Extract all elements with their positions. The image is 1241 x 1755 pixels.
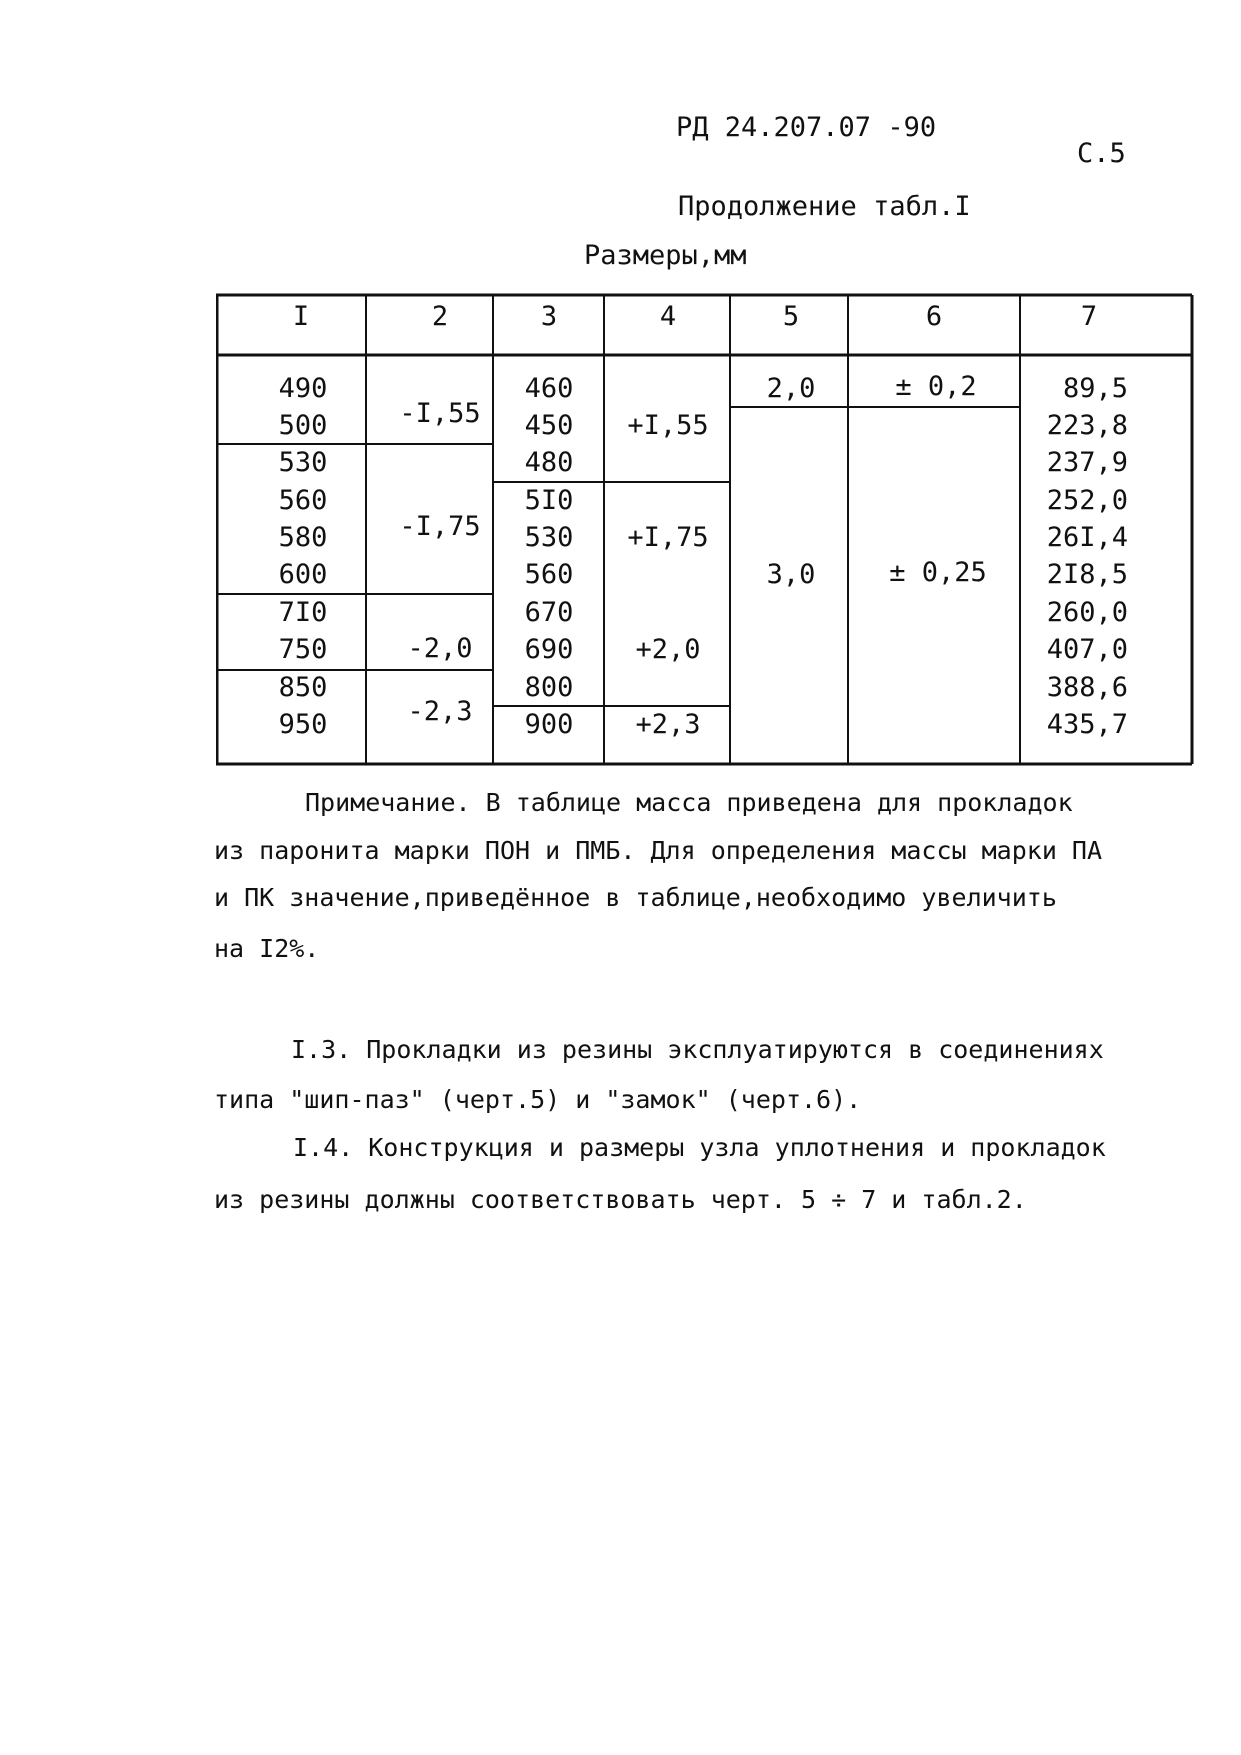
header-col-2: 2: [431, 301, 449, 332]
col1-cell: 850: [278, 672, 328, 703]
col1-cell: 530: [278, 447, 328, 478]
col2-cell: -2,3: [407, 696, 473, 727]
col5-cell: 3,0: [766, 559, 816, 590]
col2-cell: -I,75: [399, 511, 481, 542]
section-1-4-line-1: I.4. Конструкция и размеры узла уплотнения и прокладок: [293, 1133, 1106, 1162]
col7-cell: 237,9: [1046, 447, 1128, 478]
col1-cell: 950: [278, 709, 328, 740]
header-col-6: 6: [925, 301, 943, 332]
col7-cell: 407,0: [1046, 634, 1128, 665]
note-line-2: из паронита марки ПОН и ПМБ. Для определения массы марки ПА: [214, 836, 1103, 865]
dimensions-table: [216, 293, 1198, 766]
col1-cell: 560: [278, 485, 328, 516]
col1-cell: 750: [278, 634, 328, 665]
note-line-1: Примечание. В таблице масса приведена для прокладок: [305, 788, 1073, 817]
col4-cell: +2,0: [635, 634, 701, 665]
section-1-3-line-1: I.3. Прокладки из резины эксплуатируются в соединениях: [291, 1035, 1104, 1064]
col7-cell: 89,5: [1062, 373, 1128, 404]
col2-cell: -I,55: [399, 398, 481, 429]
col3-cell: 450: [524, 410, 574, 441]
col7-cell: 26I,4: [1046, 522, 1128, 553]
col3-cell: 560: [524, 559, 574, 590]
header-col-3: 3: [540, 301, 558, 332]
note-line-4: на I2%.: [214, 934, 320, 963]
col1-cell: 500: [278, 410, 328, 441]
col7-cell: 223,8: [1046, 410, 1128, 441]
col7-cell: 388,6: [1046, 672, 1128, 703]
col1-cell: 7I0: [278, 597, 328, 628]
col3-cell: 480: [524, 447, 574, 478]
col4-cell: +I,55: [627, 410, 709, 441]
col7-cell: 2I8,5: [1046, 559, 1128, 590]
header-col-7: 7: [1080, 301, 1098, 332]
col3-cell: 690: [524, 634, 574, 665]
col3-cell: 5I0: [524, 485, 574, 516]
header-col-1: I: [292, 301, 310, 332]
col4-cell: +2,3: [635, 709, 701, 740]
header-col-4: 4: [659, 301, 677, 332]
table-units: Размеры,мм: [584, 240, 747, 271]
note-line-3: и ПК значение,приведённое в таблице,необходимо увеличить: [214, 883, 1057, 912]
table-caption: Продолжение табл.I: [678, 191, 971, 222]
col1-cell: 580: [278, 522, 328, 553]
col3-cell: 530: [524, 522, 574, 553]
col1-cell: 490: [278, 373, 328, 404]
col7-cell: 252,0: [1046, 485, 1128, 516]
col7-cell: 260,0: [1046, 597, 1128, 628]
section-1-4-line-2: из резины должны соответствовать черт. 5 ÷ 7 и табл.2.: [214, 1185, 1027, 1214]
col4-cell: +I,75: [627, 522, 709, 553]
page-number: С.5: [1077, 138, 1126, 169]
col3-cell: 460: [524, 373, 574, 404]
header-col-5: 5: [782, 301, 800, 332]
col3-cell: 800: [524, 672, 574, 703]
col2-cell: -2,0: [407, 633, 473, 664]
col7-cell: 435,7: [1046, 709, 1128, 740]
col1-cell: 600: [278, 559, 328, 590]
col6-cell: ± 0,2: [895, 371, 977, 402]
col6-cell: ± 0,25: [889, 557, 987, 588]
col5-cell: 2,0: [766, 373, 816, 404]
document-code: РД 24.207.07 -90: [676, 112, 937, 143]
col3-cell: 900: [524, 709, 574, 740]
section-1-3-line-2: типа "шип-паз" (черт.5) и "замок" (черт.6).: [214, 1085, 862, 1114]
col3-cell: 670: [524, 597, 574, 628]
